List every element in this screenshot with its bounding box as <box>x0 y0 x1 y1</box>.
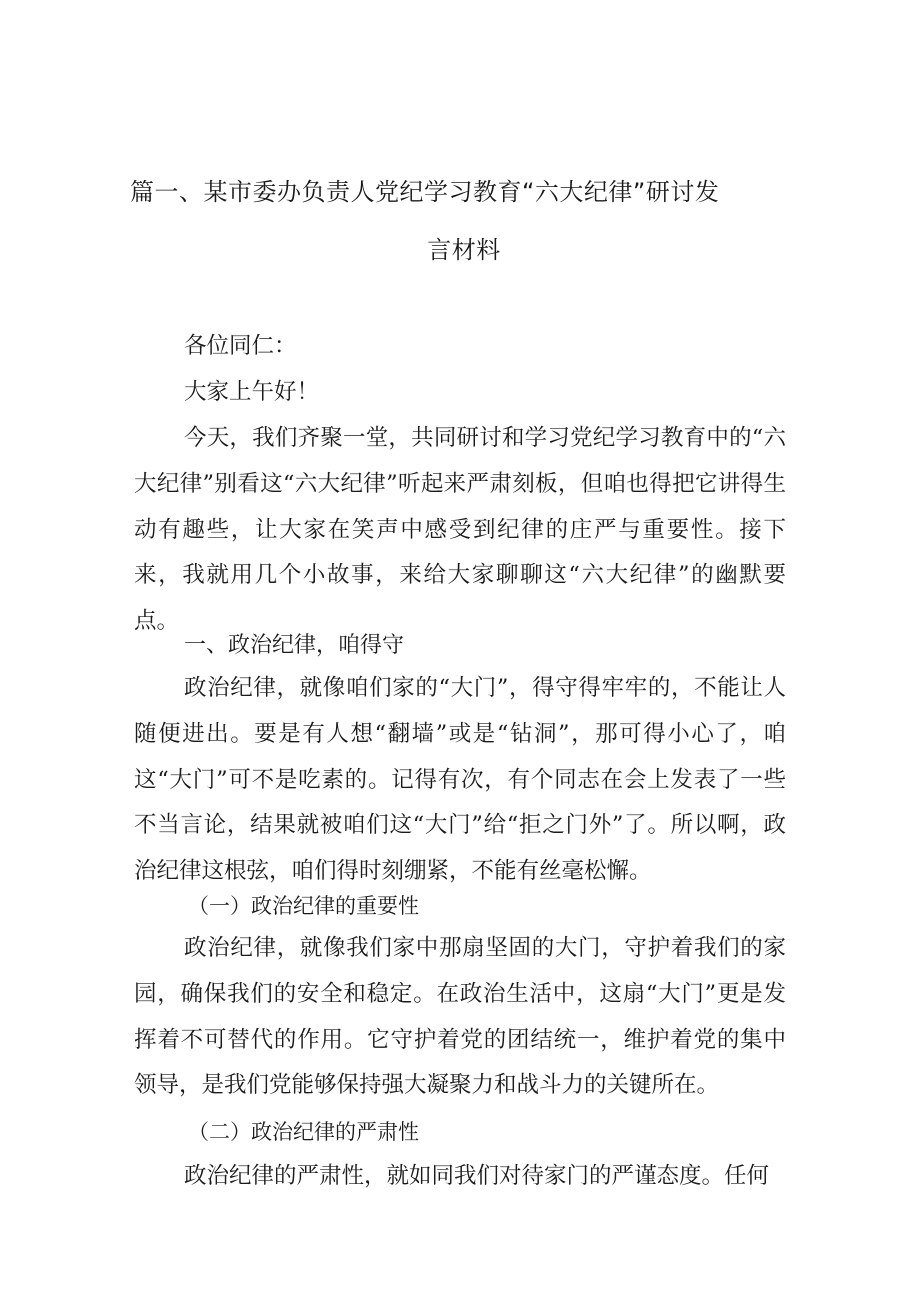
importance-paragraph: 政治纪律，就像我们家中那扇坚固的大门，守护着我们的家园，确保我们的安全和稳定。在政治生活中，这扇“大门”更是发挥着不可替代的作用。它守护着党的团结统一，维护着党的集中领导，是我们党能够保持强大凝聚力和战斗力的关键所在。 <box>134 935 786 1099</box>
greeting: 大家上午好！ <box>184 379 320 405</box>
document-title-line1: 篇一、某市委办负责人党纪学习教育“六大纪律”研讨发 <box>130 178 720 206</box>
subsection-heading-importance: （一）政治纪律的重要性 <box>188 894 419 918</box>
intro-paragraph: 今天，我们齐聚一堂，共同研讨和学习党纪学习教育中的“六大纪律”别看这“六大纪律”听起来严肃刻板，但咱也得把它讲得生动有趣些，让大家在笑声中感受到纪律的庄严与重要性。接下来，我就用几个小故事，来给大家聊聊这“六大纪律”的幽默要点。 <box>134 425 786 635</box>
section-heading-political-discipline: 一、政治纪律，咱得守 <box>184 633 405 658</box>
subsection-heading-seriousness: （二）政治纪律的严肃性 <box>188 1120 419 1144</box>
seriousness-paragraph: 政治纪律的严肃性，就如同我们对待家门的严谨态度。任何 <box>184 1163 770 1189</box>
political-discipline-paragraph: 政治纪律，就像咱们家的“大门”，得守得牢牢的，不能让人随便进出。要是有人想“翻墙”或是“钻洞”，那可得小心了，咱这“大门”可不是吃素的。记得有次，有个同志在会上发表了一些不当言论，结果就被咱们这“大门”给“拒之门外”了。所以啊，政治纪律这根弦，咱们得时刻绷紧，不能有丝毫松懈。 <box>134 675 786 885</box>
document-title-line2 <box>0 230 920 265</box>
salutation: 各位同仁： <box>184 333 297 359</box>
document-title-line2-text: 言材料 <box>427 236 501 264</box>
